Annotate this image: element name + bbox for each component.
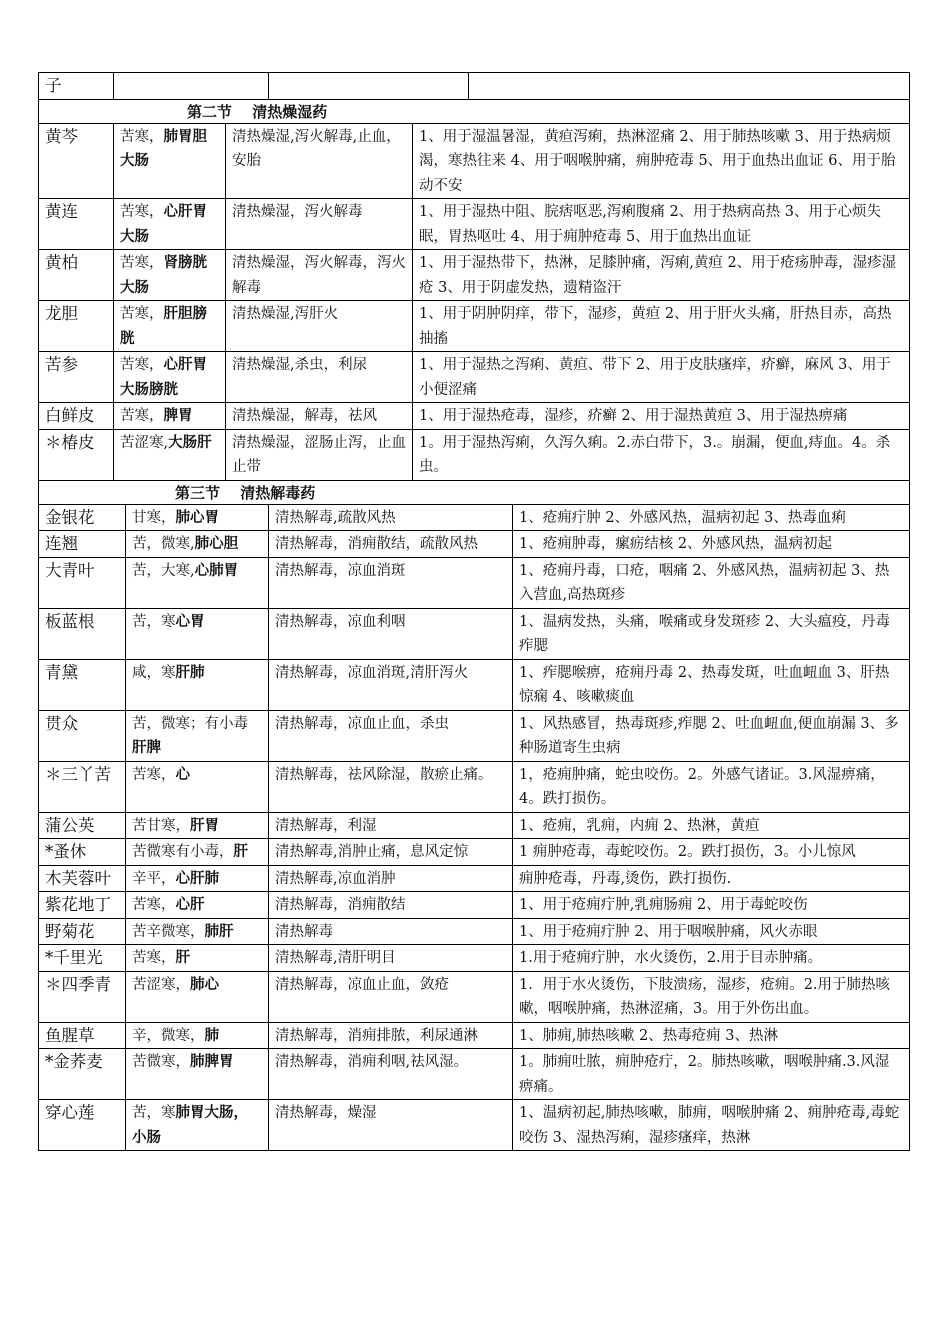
table-row bbox=[39, 429, 910, 480]
table-row bbox=[39, 839, 910, 866]
herb-effect: 清热解毒,消肿止痛，息风定惊 bbox=[269, 839, 513, 866]
table-row bbox=[39, 608, 910, 659]
herb-effect: 清热燥湿,泻肝火 bbox=[226, 301, 413, 352]
table-row bbox=[39, 918, 910, 945]
herb-property bbox=[114, 250, 226, 301]
herb-property bbox=[114, 123, 226, 199]
herb-name: ＊三丫苦 bbox=[39, 761, 126, 812]
herb-name: 金银花 bbox=[39, 504, 126, 531]
herb-effect: 清热燥湿，解毒，祛风 bbox=[226, 403, 413, 430]
herb-effect: 清热燥湿,杀虫，利尿 bbox=[226, 352, 413, 403]
herb-taste: 苦寒， bbox=[120, 357, 164, 373]
herb-usage: 1、温病初起,肺热咳嗽，肺痈，咽喉肿痛 2、痈肿疮毒,毒蛇咬伤 3、湿热泻痢，湿疹瘙痒，热淋 bbox=[513, 1100, 910, 1151]
table-row bbox=[39, 250, 910, 301]
herb-taste: 苦，微寒, bbox=[132, 536, 195, 552]
herb-taste: 甘寒， bbox=[132, 509, 176, 526]
herb-taste: 苦，大寒, bbox=[132, 562, 195, 579]
top-fragment-table bbox=[38, 72, 910, 100]
herb-effect: 清热解毒，利湿 bbox=[269, 812, 513, 839]
herb-meridian: 脾胃 bbox=[163, 407, 193, 424]
herb-property bbox=[126, 812, 269, 839]
herb-meridian: 肺心胆 bbox=[194, 535, 239, 552]
herb-usage: 痈肿疮毒，丹毒,烫伤，跌打损伤. bbox=[513, 865, 910, 892]
herb-taste: 苦，寒 bbox=[132, 613, 176, 630]
herb-effect: 清热解毒，燥湿 bbox=[269, 1100, 513, 1151]
herb-property bbox=[114, 199, 226, 250]
herb-effect: 清热燥湿，泻火解毒，泻火解毒 bbox=[226, 250, 413, 301]
section-header-row bbox=[39, 99, 910, 123]
herb-usage: 1、疮痈丹毒，口疮，咽痛 2、外感风热，温病初起 3、热入营血,高热斑疹 bbox=[513, 557, 910, 608]
herb-name: 大青叶 bbox=[39, 557, 126, 608]
herb-taste: 苦寒， bbox=[120, 306, 164, 322]
table-row bbox=[39, 812, 910, 839]
herb-name: ＊椿皮 bbox=[39, 429, 114, 480]
herb-name: 蒲公英 bbox=[39, 812, 126, 839]
herb-property bbox=[126, 945, 269, 972]
table-row bbox=[39, 710, 910, 761]
herb-property bbox=[126, 1049, 269, 1100]
herb-property bbox=[126, 504, 269, 531]
herb-usage: 1、用于湿热中阻、脘痞呕恶,泻痢腹痛 2、用于热病高热 3、用于心烦失眠，胃热呕吐 4、用于痈肿疮毒 5、用于血热出血证 bbox=[413, 199, 910, 250]
herb-property bbox=[126, 839, 269, 866]
herb-name: 黄连 bbox=[39, 199, 114, 250]
herb-effect: 清热解毒，消痈散结 bbox=[269, 892, 513, 919]
herb-meridian: 肺脾胃 bbox=[190, 1053, 234, 1070]
herb-usage: 1、风热感冒，热毒斑疹,痄腮 2、吐血衄血,便血崩漏 3、多种肠道寄生虫病 bbox=[513, 710, 910, 761]
herb-taste: 苦寒， bbox=[132, 897, 176, 913]
herb-property bbox=[114, 352, 226, 403]
herb-name: 子 bbox=[39, 73, 114, 100]
table-row bbox=[39, 892, 910, 919]
herb-name: 黄芩 bbox=[39, 123, 114, 199]
herb-usage: 1、用于湿热之泻痢、黄疸、带下 2、用于皮肤瘙痒，疥癣，麻风 3、用于小便涩痛 bbox=[413, 352, 910, 403]
herb-effect: 清热解毒，消痈利咽,祛风湿。 bbox=[269, 1049, 513, 1100]
herb-meridian: 大肠肝 bbox=[168, 433, 212, 451]
herb-property bbox=[114, 301, 226, 352]
herb-meridian: 肺胃胆大肠 bbox=[120, 127, 207, 169]
herb-usage: 1、温病发热，头痛，喉痛或身发斑疹 2、大头瘟疫，丹毒痄腮 bbox=[513, 608, 910, 659]
empty-cell bbox=[469, 73, 910, 100]
herb-usage: 1、用于湿热疮毒，湿疹，疥癣 2、用于湿热黄疸 3、用于湿热痹痛 bbox=[413, 403, 910, 430]
herb-name: 苦参 bbox=[39, 352, 114, 403]
herb-taste: 辛平， bbox=[132, 870, 176, 887]
herb-taste: 苦寒， bbox=[132, 950, 176, 966]
herb-effect: 清热解毒，消痈散结，疏散风热 bbox=[269, 531, 513, 558]
table-row bbox=[39, 403, 910, 430]
herb-name: 龙胆 bbox=[39, 301, 114, 352]
table-row bbox=[39, 199, 910, 250]
section-title: 第三节 清热解毒药 bbox=[39, 480, 910, 504]
section2-rows bbox=[39, 123, 910, 480]
herb-meridian: 心肝肺 bbox=[175, 869, 219, 887]
herb-taste: 苦，微寒；有小毒 bbox=[132, 715, 248, 732]
herb-name: 青黛 bbox=[39, 659, 126, 710]
section2-table bbox=[38, 99, 910, 481]
table-row bbox=[39, 659, 910, 710]
herb-property bbox=[126, 557, 269, 608]
herb-usage: 1、用于湿热带下，热淋，足膝肿痛，泻痢,黄疸 2、用于疮疡肿毒，湿疹湿疮 3、用于阴虚发热，遗精盗汗 bbox=[413, 250, 910, 301]
herb-usage: 1，疮痈肿痛，蛇虫咬伤。2。外感气诸证。3.风湿痹痛，4。跌打损伤。 bbox=[513, 761, 910, 812]
herb-property bbox=[114, 429, 226, 480]
herb-usage: 1.用于疮痈疔肿，水火烫伤，2.用于目赤肿痛。 bbox=[513, 945, 910, 972]
section-header-row bbox=[39, 480, 910, 504]
herb-name: 野菊花 bbox=[39, 918, 126, 945]
table-row bbox=[39, 352, 910, 403]
table-row bbox=[39, 865, 910, 892]
herb-usage: 1、用于湿温暑湿，黄疸泻痢，热淋涩痛 2、用于肺热咳嗽 3、用于热病烦渴，寒热往来 4、用于咽喉肿痛，痈肿疮毒 5、用于血热出血证 6、用于胎动不安 bbox=[413, 123, 910, 199]
herb-taste: 苦，寒 bbox=[132, 1105, 176, 1121]
herb-taste: 苦微寒有小毒， bbox=[132, 844, 234, 860]
table-row bbox=[39, 1100, 910, 1151]
herb-name: 木芙蓉叶 bbox=[39, 865, 126, 892]
herb-effect: 清热解毒，凉血利咽 bbox=[269, 608, 513, 659]
herb-property bbox=[126, 531, 269, 558]
table-row bbox=[39, 504, 910, 531]
herb-usage: 1。用于湿热泻痢，久泻久痢。2.赤白带下，3.。崩漏，便血,痔血。4。杀虫。 bbox=[413, 429, 910, 480]
herb-property bbox=[114, 403, 226, 430]
herb-taste: 辛，微寒， bbox=[132, 1027, 205, 1044]
herb-meridian: 肝脾 bbox=[132, 739, 161, 756]
table-row bbox=[39, 123, 910, 199]
section3-rows bbox=[39, 504, 910, 1151]
herb-property bbox=[126, 608, 269, 659]
herb-usage: 1、肺痈,肺热咳嗽 2、热毒疮痈 3、热淋 bbox=[513, 1022, 910, 1049]
herb-taste: 苦寒， bbox=[120, 408, 164, 424]
herb-effect: 清热解毒，祛风除湿，散瘀止痛。 bbox=[269, 761, 513, 812]
herb-taste: 苦寒， bbox=[120, 255, 164, 271]
table-row bbox=[39, 301, 910, 352]
herb-meridian: 肝 bbox=[175, 949, 190, 966]
herb-name: 黄柏 bbox=[39, 250, 114, 301]
herb-meridian: 心肝胃大肠膀胱 bbox=[120, 356, 207, 398]
herb-taste: 苦涩寒， bbox=[132, 976, 190, 993]
herb-property bbox=[126, 971, 269, 1022]
herb-meridian: 肺肝 bbox=[204, 922, 234, 940]
herb-meridian: 肾膀胱大肠 bbox=[120, 254, 207, 296]
herb-name: 板蓝根 bbox=[39, 608, 126, 659]
herb-usage: 1、用于疮痈疔肿,乳痈肠痈 2、用于毒蛇咬伤 bbox=[513, 892, 910, 919]
table-row bbox=[39, 531, 910, 558]
herb-effect: 清热解毒,疏散风热 bbox=[269, 504, 513, 531]
herb-name: 鱼腥草 bbox=[39, 1022, 126, 1049]
herb-effect: 清热燥湿,泻火解毒,止血，安胎 bbox=[226, 123, 413, 199]
herb-usage: 1、疮痈肿毒，瘰疬结核 2、外感风热，温病初起 bbox=[513, 531, 910, 558]
herb-property bbox=[126, 761, 269, 812]
herb-meridian: 肺心胃 bbox=[175, 508, 219, 526]
herb-name: 穿心莲 bbox=[39, 1100, 126, 1151]
herb-meridian: 肝肺 bbox=[175, 663, 205, 681]
herb-meridian: 肝 bbox=[233, 843, 248, 860]
herb-name: 白鲜皮 bbox=[39, 403, 114, 430]
herb-meridian: 肝胆膀胱 bbox=[120, 305, 207, 347]
table-row bbox=[39, 73, 910, 100]
herb-property bbox=[126, 1022, 269, 1049]
herb-name: *蚤休 bbox=[39, 839, 126, 866]
table-row bbox=[39, 557, 910, 608]
herb-usage: 1、用于疮痈疔肿 2、用于咽喉肿痛，风火赤眼 bbox=[513, 918, 910, 945]
herb-property bbox=[126, 710, 269, 761]
herb-taste: 苦甘寒， bbox=[132, 817, 190, 834]
herb-effect: 清热解毒，凉血消斑,清肝泻火 bbox=[269, 659, 513, 710]
herb-meridian: 肝胃 bbox=[190, 816, 219, 834]
herb-meridian: 肺胃大肠，小肠 bbox=[132, 1104, 248, 1146]
table-row bbox=[39, 945, 910, 972]
herb-effect: 清热解毒，消痈排脓，利尿通淋 bbox=[269, 1022, 513, 1049]
herb-property bbox=[126, 892, 269, 919]
herb-name: 连翘 bbox=[39, 531, 126, 558]
herb-effect: 清热解毒，凉血止血，杀虫 bbox=[269, 710, 513, 761]
herb-property bbox=[126, 918, 269, 945]
herb-effect: 清热解毒，凉血止血，敛疮 bbox=[269, 971, 513, 1022]
herb-usage: 1、用于阴肿阴痒，带下，湿疹，黄疸 2、用于肝火头痛，肝热目赤，高热抽搐 bbox=[413, 301, 910, 352]
herb-taste: 苦寒， bbox=[132, 766, 176, 783]
herb-usage: 1、疮痈疔肿 2、外感风热，温病初起 3、热毒血痢 bbox=[513, 504, 910, 531]
herb-effect: 清热解毒,清肝明目 bbox=[269, 945, 513, 972]
table-row bbox=[39, 971, 910, 1022]
herb-name: *千里光 bbox=[39, 945, 126, 972]
herb-taste: 苦寒， bbox=[120, 204, 164, 220]
herb-meridian: 心 bbox=[175, 765, 190, 783]
herb-usage: 1、疮痈，乳痈，内痈 2、热淋，黄疸 bbox=[513, 812, 910, 839]
herb-name: 贯众 bbox=[39, 710, 126, 761]
herb-effect: 清热燥湿，泻火解毒 bbox=[226, 199, 413, 250]
herb-taste: 苦辛微寒， bbox=[132, 923, 205, 940]
herb-usage: 1．用于水火烫伤，下肢溃疡，湿疹，疮痈。2.用于肺热咳嗽，咽喉肿痛，热淋涩痛，3。用于外伤出血。 bbox=[513, 971, 910, 1022]
herb-effect: 清热解毒，凉血消斑 bbox=[269, 557, 513, 608]
herb-name: 紫花地丁 bbox=[39, 892, 126, 919]
herb-property bbox=[126, 659, 269, 710]
herb-property bbox=[126, 1100, 269, 1151]
herb-taste: 苦涩寒, bbox=[120, 434, 169, 451]
table-row bbox=[39, 761, 910, 812]
empty-cell bbox=[269, 73, 469, 100]
herb-effect: 清热解毒 bbox=[269, 918, 513, 945]
herb-usage: 1。肺痈吐脓，痈肿疮疔，2。肺热咳嗽，咽喉肿痛.3.风湿痹痛。 bbox=[513, 1049, 910, 1100]
section3-table bbox=[38, 480, 910, 1152]
table-row bbox=[39, 1022, 910, 1049]
herb-meridian: 心肺胃 bbox=[194, 561, 239, 579]
herb-taste: 苦微寒， bbox=[132, 1054, 190, 1070]
herb-meridian: 肺心 bbox=[190, 975, 219, 993]
herb-name: *金荞麦 bbox=[39, 1049, 126, 1100]
herb-usage: 1、痄腮喉痹，疮痈丹毒 2、热毒发斑，吐血衄血 3、肝热惊痫 4、咳嗽痰血 bbox=[513, 659, 910, 710]
herb-meridian: 心肝胃大肠 bbox=[120, 203, 207, 245]
table-row bbox=[39, 1049, 910, 1100]
herb-usage: 1 痈肿疮毒，毒蛇咬伤。2。跌打损伤，3。小儿惊风 bbox=[513, 839, 910, 866]
herb-taste: 咸，寒 bbox=[132, 664, 176, 681]
empty-cell bbox=[114, 73, 269, 100]
herb-meridian: 肺 bbox=[204, 1026, 219, 1044]
herb-property bbox=[126, 865, 269, 892]
herb-taste: 苦寒， bbox=[120, 128, 164, 145]
herb-name: ＊四季青 bbox=[39, 971, 126, 1022]
herb-meridian: 心胃 bbox=[175, 612, 205, 630]
document-page bbox=[38, 72, 910, 1151]
section-title: 第二节 清热燥湿药 bbox=[39, 99, 910, 123]
herb-meridian: 心肝 bbox=[175, 896, 205, 913]
herb-effect: 清热解毒,凉血消肿 bbox=[269, 865, 513, 892]
herb-effect: 清热燥湿，涩肠止泻，止血止带 bbox=[226, 429, 413, 480]
